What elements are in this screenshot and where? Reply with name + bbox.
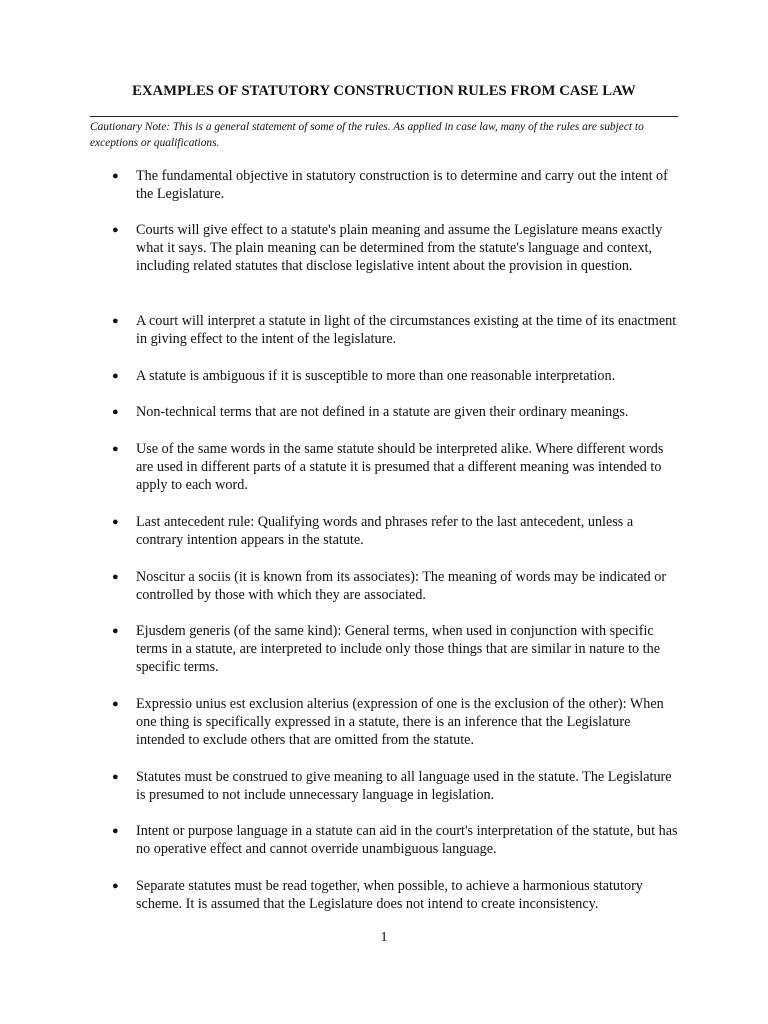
bullet-icon: ●: [112, 224, 119, 236]
bullet-icon: ●: [112, 315, 119, 327]
rule-item-9: [112, 622, 682, 677]
page-number: 1: [380, 930, 388, 945]
bullet-icon: ●: [112, 170, 119, 182]
bullet-icon: ●: [112, 625, 119, 637]
rule-item-3: [112, 312, 682, 348]
rule-text: Statutes must be construed to give meaning to all language used in the statute. The Legislature is presumed to not include unnecessary language in legislation.: [136, 769, 672, 804]
bullet-icon: ●: [112, 880, 119, 892]
rule-item-7: [112, 513, 682, 549]
rule-item-5: [112, 403, 682, 421]
rule-text: Separate statutes must be read together, when possible, to achieve a harmonious statutory scheme. It is assumed that the Legislature does not intend to create inconsistency.: [136, 878, 643, 913]
rule-text: Non-technical terms that are not defined in a statute are given their ordinary meanings.: [136, 404, 629, 420]
rule-text: Last antecedent rule: Qualifying words and phrases refer to the last antecedent, unless a contrary intention appears in the statute.: [136, 514, 634, 549]
bullet-icon: ●: [112, 771, 119, 783]
rule-text: Ejusdem generis (of the same kind): General terms, when used in conjunction with specific terms in a statute, are interpreted to include only those things that are similar in nature to the specific terms.: [136, 623, 660, 676]
rule-text: Courts will give effect to a statute's plain meaning and assume the Legislature means exactly what it says. The plain meaning can be determined from the statute's language and context, including related statutes that disclose legislative intent about the provision in question.: [136, 222, 663, 275]
bullet-icon: ●: [112, 825, 119, 837]
rule-item-13: [112, 877, 682, 913]
bullet-icon: ●: [112, 698, 119, 710]
rule-text: A statute is ambiguous if it is susceptible to more than one reasonable interpretation.: [136, 368, 616, 384]
rule-text: Use of the same words in the same statute should be interpreted alike. Where different words are used in different parts of a statute it is presumed that a different meaning was intended to apply to each word.: [136, 441, 664, 494]
rule-item-2: [112, 221, 682, 276]
rule-item-11: [112, 768, 682, 804]
rule-item-4: [112, 367, 682, 385]
document-title: EXAMPLES OF STATUTORY CONSTRUCTION RULES FROM CASE LAW: [132, 83, 636, 99]
rule-text: Noscitur a sociis (it is known from its associates): The meaning of words may be indicated or controlled by those with which they are associated.: [136, 569, 667, 604]
bullet-icon: ●: [112, 443, 119, 455]
rule-item-1: [112, 167, 682, 203]
cautionary-note: Cautionary Note: This is a general statement of some of the rules. As applied in case law, many of the rules are subject to exceptions or qualifications.: [90, 121, 644, 149]
rule-item-12: [112, 822, 682, 858]
rule-item-6: [112, 440, 682, 495]
rule-item-10: [112, 695, 682, 750]
rule-text: Expressio unius est exclusion alterius (expression of one is the exclusion of the other): When one thing is specifically expressed in a statute, there is an inference that the Legislature intended to exclude others that are omitted from the statute.: [136, 696, 664, 749]
rule-text: The fundamental objective in statutory construction is to determine and carry out the intent of the Legislature.: [136, 168, 668, 203]
bullet-icon: ●: [112, 571, 119, 583]
bullet-icon: ●: [112, 370, 119, 382]
bullet-icon: ●: [112, 406, 119, 418]
rule-text: Intent or purpose language in a statute can aid in the court's interpretation of the statute, but has no operative effect and cannot override unambiguous language.: [136, 823, 678, 858]
rule-item-8: [112, 568, 682, 604]
bullet-icon: ●: [112, 516, 119, 528]
rule-text: A court will interpret a statute in light of the circumstances existing at the time of its enactment in giving effect to the intent of the legislature.: [136, 313, 677, 348]
